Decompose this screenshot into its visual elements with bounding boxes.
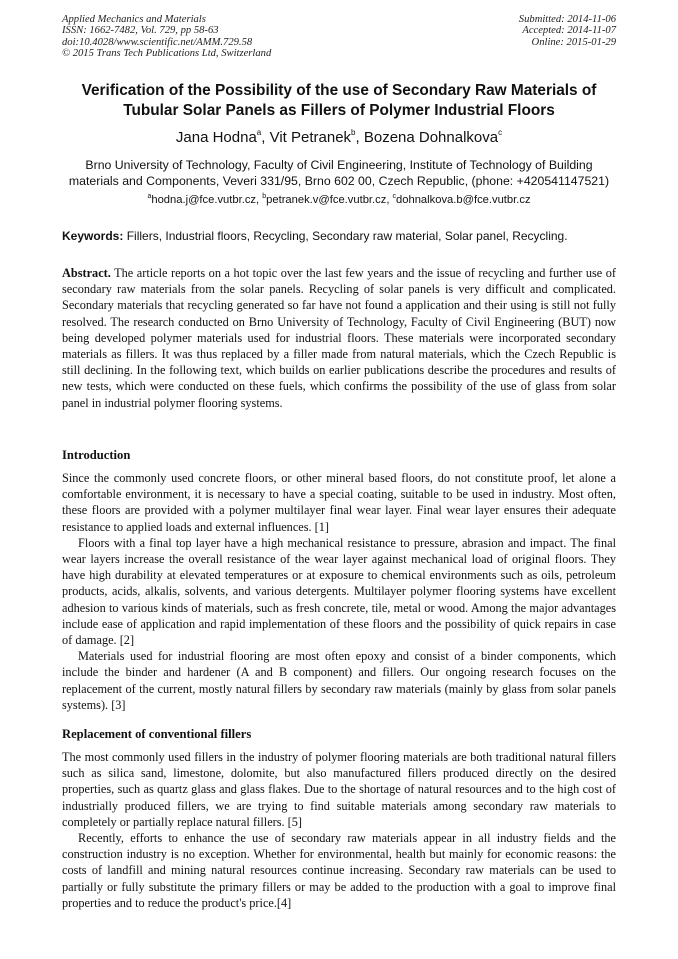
paragraph: Since the commonly used concrete floors, or other mineral based floors, do not constitute proof, let alone a comfortable environment, it is necessary to have a special coating, suitable to be used in industry. Most often, these floors are provided with a polymer multilayer final wear layer. Final wear layer ensures their adequate resistance to applied loads and external influences. [1] <box>62 471 616 534</box>
author: Jana Hodna$^a$, <box>175 128 270 146</box>
paragraph: Recently, efforts to enhance the use of secondary raw materials appear in all industry fields and the construction industry is no exception. Whether for environmental, health but mainly for economic reasons: the costs of landfill and mining natural resources continue increasing. Secondary raw materials can be used to partially or fully substitute the primary fillers or may be added to the production with a goal to improve final properties and to reduce the product's price.[4] <box>62 831 616 910</box>
paragraph: Floors with a final top layer have a high mechanical resistance to pressure, abrasion and impact. The final wear layers increase the overall resistance of the wear layer against mechanical load of original floors. They have high durability at elevated temperatures or at exposure to chemical environments such as oils, petroleum products, acids, alkalis, solvents, and various detergents. Multilayer polymer flooring systems have excellent adhesion to various kinds of materials, such as fresh concrete, tile, metal or wood. Among the major advantages include ease of application and rapid implementation of these floors and the possibility of quick repairs in case of damage. [2] <box>62 535 616 648</box>
section-heading-introduction: Introduction <box>62 448 131 462</box>
keywords-text: Fillers, Industrial floors, Recycling, Secondary raw material, Solar panel, Recycling. <box>126 229 568 243</box>
keywords-label: Keywords: <box>62 229 124 243</box>
email[interactable]: $^c$dohnalkova.b@fce.vutbr.cz <box>392 193 531 206</box>
journal-info <box>62 14 271 60</box>
date-online: Online: 2015-01-29 <box>531 36 616 48</box>
author: Vit Petranek$^b$, <box>269 128 364 146</box>
journal-copyright: © 2015 Trans Tech Publications Ltd, Switzerland <box>62 48 272 60</box>
abstract-label: Abstract. <box>62 266 111 280</box>
author-emails: $^a$hodna.j@fce.vutbr.cz, $^b$petranek.v@fce.vutbr.cz, $^c$dohnalkova.b@fce.vutbr.cz <box>147 193 531 206</box>
paper-title: Verification of the Possibility of the use of Secondary Raw Materials of Tubular Solar Panels as Fillers of Polymer Industrial Floors <box>81 82 597 119</box>
journal-issn: ISSN: 1662-7482, Vol. 729, pp 58-63 <box>62 25 219 37</box>
journal-doi: doi:10.4028/www.scientific.net/AMM.729.58 <box>62 36 253 48</box>
date-accepted: Accepted: 2014-11-07 <box>522 25 616 37</box>
affiliation: Brno University of Technology, Faculty of Civil Engineering, Institute of Technology of Building materials and Components, Veveri 331/95, Brno 602 00, Czech Republic, (phone: +420541147521) <box>68 158 610 188</box>
paragraph: Materials used for industrial flooring are most often epoxy and consist of a binder components, which include the binder and hardener (A and B component) and fillers. Our ongoing research focuses on the replacement of the current, mostly natural fillers by secondary raw materials (mainly by glass from solar panels systems). [3] <box>62 649 616 712</box>
date-submitted: Submitted: 2014-11-06 <box>518 14 616 25</box>
publication-dates <box>519 14 616 48</box>
author: Bozena Dohnalkova$^c$ <box>363 128 503 146</box>
abstract-text: The article reports on a hot topic over the last few years and the issue of recycling and further use of secondary raw materials from the solar panels. Recycling of solar panels is very difficult and complicated. Secondary materials that recycling generated so far have not found a application and their using is still not fully resolved. The research conducted on Brno University of Technology, Faculty of Civil Engineering (BUT) now being developed polymer materials used for industrial floors. These materials were incorporated secondary materials as fillers. It was thus replaced by a filler made from natural materials, which the Czech Republic is still declining. In the following text, which builds on earlier publications describe the procedures and results of new tests, which were conducted on these fuels, which confirms the possibility of the use of glass from solar panel in industrial polymer flooring systems. <box>62 266 616 410</box>
journal-name: Applied Mechanics and Materials <box>62 14 206 25</box>
email[interactable]: $^a$hodna.j@fce.vutbr.cz <box>147 193 257 206</box>
paragraph: The most commonly used fillers in the industry of polymer flooring materials are both traditional natural fillers such as silica sand, limestone, dolomite, but also manufactured fillers produced directly on the desired properties, such as quartz glass and glass flakes. Due to the shortage of natural resources and to the high cost of industrially produced fillers, we are trying to find suitable materials among secondary raw materials to completely or partially replace natural fillers. [5] <box>62 750 616 829</box>
abstract <box>62 265 616 411</box>
section-heading-replacement: Replacement of conventional fillers <box>62 727 252 741</box>
section-introduction <box>62 470 616 713</box>
keywords <box>62 229 616 244</box>
section-replacement <box>62 749 616 911</box>
author-list <box>62 129 616 147</box>
email[interactable]: $^b$petranek.v@fce.vutbr.cz <box>262 193 387 206</box>
